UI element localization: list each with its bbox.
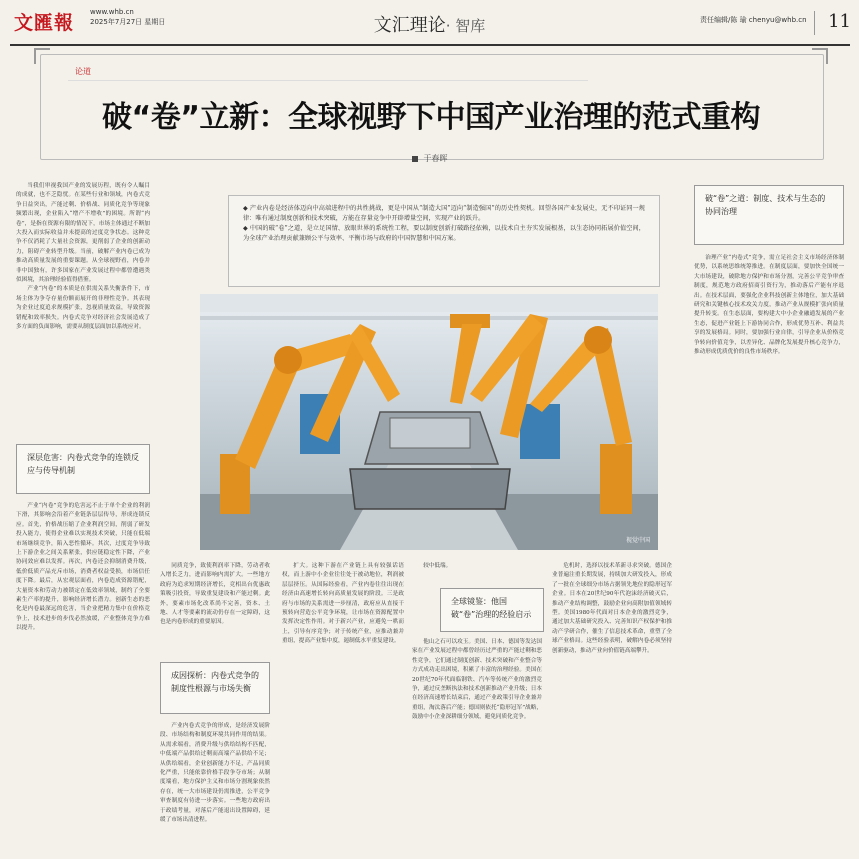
subhead-text: 破“卷”之道：制度、技术与生态的协同治理 xyxy=(705,194,826,216)
summary-point: ◆ 中国的破“卷”之道，是立足国情、放眼世界的系统性工程，要以制度创新打破路径依赖，以技术自主夯实发展根基，以生态协同拓展价值空间，为全球产业治理贡献兼顾公平与效率、平衡市场与政府的中国智慧和中国方案。 xyxy=(243,225,645,242)
subhead-text: 成因探析：内卷式竞争的制度性根源与市场失衡 xyxy=(171,671,259,693)
body-column-4b xyxy=(412,638,542,852)
paragraph: 产业内卷式竞争的形成，是经济发展阶段、市场结构和制度环境共同作用的结果。从需求端看，消费升级与供给结构不匹配，中低端产品供给过剩而高端产品供给不足；从供给端看，企业创新能力不足，产品同质化严重，只能依靠价格手段争夺市场；从制度端看，地方保护主义和市场分割现象依然存在，统一大市场建设仍需推进，公平竞争审查制度有待进一步落实。一些地方政府出于政绩考量，对落后产能退出设置障碍，延缓了市场出清进程。 xyxy=(160,723,270,824)
masthead xyxy=(0,0,859,46)
page-number: 11 xyxy=(814,11,851,35)
paragraph: 扩大。这种下游在产业链上具有较强话语权，而上游中小企业往往处于被动地位，利润被层层挤压。从国际经验看，产业内卷往往出现在经济由高速增长转向高质量发展的阶段。三是政府与市场的关系需进一步厘清，政府应从直接干预转向营造公平竞争环境，让市场在资源配置中发挥决定性作用。对于新兴产业，应避免一哄而上，引导有序竞争；对于传统产业，应推动兼并重组，提高产业集中度，遏制低水平重复建设。 xyxy=(282,563,404,645)
photo-credit: 视觉中国 xyxy=(625,537,650,544)
subhead-text: 全球镜鉴：他国破“卷”治理的经验启示 xyxy=(451,597,532,619)
subhead-text: 深层危害：内卷式竞争的连锁反应与传导机制 xyxy=(27,453,139,475)
paragraph: 产业“内卷”竞争的危害远不止于单个企业的利润下滑，其影响会沿着产业链条层层传导，形成连锁反应。首先，价格战压缩了企业利润空间，削弱了研发投入能力，使得企业难以实现技术突破，只能在低端市场继续竞争，陷入恶性循环。其次，过度竞争导致上下游企业之间关系紧张，供应链稳定性下降，产业协同效应难以发挥。再次，内卷还会抑制消费升级，低价低质产品充斥市场，消费者权益受损，市场信任度下降。最后，从宏观层面看，内卷造成资源错配，大量资本和劳动力被锁定在低效率领域，制约了全要素生产率的提升，影响经济增长潜力。创新生态的恶化是内卷最深远的危害，当企业把精力集中在价格竞争上，技术进步的步伐必然放缓，产业整体竞争力难以提升。 xyxy=(16,503,150,632)
headline: 破“卷”立新：全球视野下中国产业治理的范式重构 xyxy=(102,100,760,135)
body-column-6 xyxy=(694,254,844,852)
corner-decoration xyxy=(34,48,50,64)
paragraph: 危机时，选择以技术革新寻求突破。德国企业普遍注重长期发展，持续加大研发投入，形成了一批在全球细分市场占据领先地位的隐形冠军企业。日本在20世纪90年代泡沫经济破灭后，推动产业结构调整，鼓励企业向高附加值领域转型。美国1980年代面对日本企业的激烈竞争，通过加大基础研究投入、完善知识产权保护和推动产学研合作，催生了信息技术革命，重塑了全球产业格局。这些经验表明，破解内卷必须坚持创新驱动，推动产业向价值链高端攀升。 xyxy=(552,563,672,654)
summary-box xyxy=(228,195,660,287)
subhead-bottom-mid xyxy=(440,588,544,632)
body-column-4a xyxy=(412,562,542,582)
robot-assembly-line-illustration xyxy=(200,294,658,550)
website: www.whb.cn xyxy=(90,8,134,16)
body-column-1a xyxy=(16,182,150,436)
subhead-left xyxy=(16,444,150,494)
issue-date: 2025年7月27日 星期日 xyxy=(90,18,166,26)
body-column-1b xyxy=(16,502,150,852)
paragraph: 他山之石可以攻玉。美国、日本、德国等发达国家在产业发展过程中都曾经历过严重的产能过剩和恶性竞争，它们通过制度创新、技术突破和产业整合等方式成功走出困境，积累了丰富的治理经验。美国在20世纪70年代面临钢铁、汽车等传统产业的激烈竞争，通过反垄断执法和技术创新推动产业升级；日本在经济高速增长结束后，通过产业政策引导企业兼并重组，淘汰落后产能；德国则依托“隐形冠军”战略，鼓励中小企业深耕细分领域，避免同质化竞争。 xyxy=(412,639,542,721)
byline xyxy=(0,153,859,164)
subhead-right xyxy=(694,185,844,245)
summary-point: ◆ 产业内卷是经济体迈向中高端进程中的共性挑战，更是中国从“制造大国”迈向“制造强国”的历史性契机。回望各国产业发展史，无不印证同一规律：唯有通过制度创新和技术突破，方能在存量竞争中开辟增量空间，实现产业的跃升。 xyxy=(243,205,645,222)
author-name: 于春晖 xyxy=(423,154,448,163)
byline-square-icon xyxy=(412,156,418,162)
section-name: 文汇理论 xyxy=(373,15,446,36)
paragraph: 产业“内卷”的本质是在供需关系失衡条件下，市场主体为争夺存量份额而展开的非理性竞争。其表现为企业过度追求规模扩张，忽视质量效益，导致资源错配和效率损失。内卷式竞争对经济社会发展造成了多方面的负面影响，需要从制度层面加以系统应对。 xyxy=(16,286,150,331)
paragraph: 治理产业“内卷式”竞争，需立足社会主义市场经济体制优势，以系统思维统筹推进。在制度层面，要加快全国统一大市场建设，破除地方保护和市场分割，完善公平竞争审查制度，规范地方政府招商引资行为，推动落后产能有序退出。在技术层面，要强化企业科技创新主体地位，加大基础研究和关键核心技术攻关力度，推动产业从规模扩张向质量提升转变。在生态层面，要构建大中小企业融通发展的产业生态，促进产业链上下游协同合作，形成优势互补、利益共享的发展格局。同时，要加强行业自律，引导企业从价格竞争转向价值竞争，以差异化、品牌化发展提升核心竞争力，推动形成优质优价的良性市场秩序。 xyxy=(694,255,844,356)
kicker: 论道 xyxy=(75,67,91,76)
paragraph: 较中低端。 xyxy=(423,563,452,569)
section-sub: · 智库 xyxy=(445,17,486,35)
subhead-bottom-left xyxy=(160,662,270,714)
body-column-2a xyxy=(160,562,270,658)
paragraph: 同质竞争，致使利润率下降，劳动者收入增长乏力，进而影响内需扩大。一些地方政府为追求短期经济增长，竞相出台优惠政策吸引投资，导致重复建设和产能过剩。此外，要素市场化改革尚不完善，资本、土地、人才等要素的流动仍存在一定障碍，这也是内卷形成的重要原因。 xyxy=(160,563,270,626)
editor-credit: 责任编辑/陈 瑜 chenyu@whb.cn xyxy=(700,16,807,24)
kicker-rule xyxy=(68,80,588,81)
body-column-2b xyxy=(160,722,270,852)
paragraph: 当我们审视我国产业的发展历程，既有令人瞩目的成就，也不乏隐忧。在某些行业和领域，内卷式竞争日益突出，产能过剩、价格战、同质化竞争等现象频繁出现，企业陷入“增产不增收”的困境。所谓“内卷”，是指在资源有限的情况下，市场主体通过不断加大投入而实际收益并未提高的过度竞争状态。这种竞争不仅消耗了大量社会资源，更削弱了企业的创新动力，阻碍产业转型升级。当前，破解产业内卷已成为推动高质量发展的重要课题。从全球视野看，内卷并非中国独有，许多国家在产业发展过程中都曾遭遇类似困境，其治理经验值得借鉴。 xyxy=(16,183,150,284)
article-photo xyxy=(200,294,658,550)
corner-decoration xyxy=(812,48,828,64)
newspaper-logo: 文匯報 xyxy=(14,12,75,34)
body-column-5 xyxy=(552,562,672,852)
masthead-rule xyxy=(10,44,850,46)
body-column-3 xyxy=(282,562,404,852)
